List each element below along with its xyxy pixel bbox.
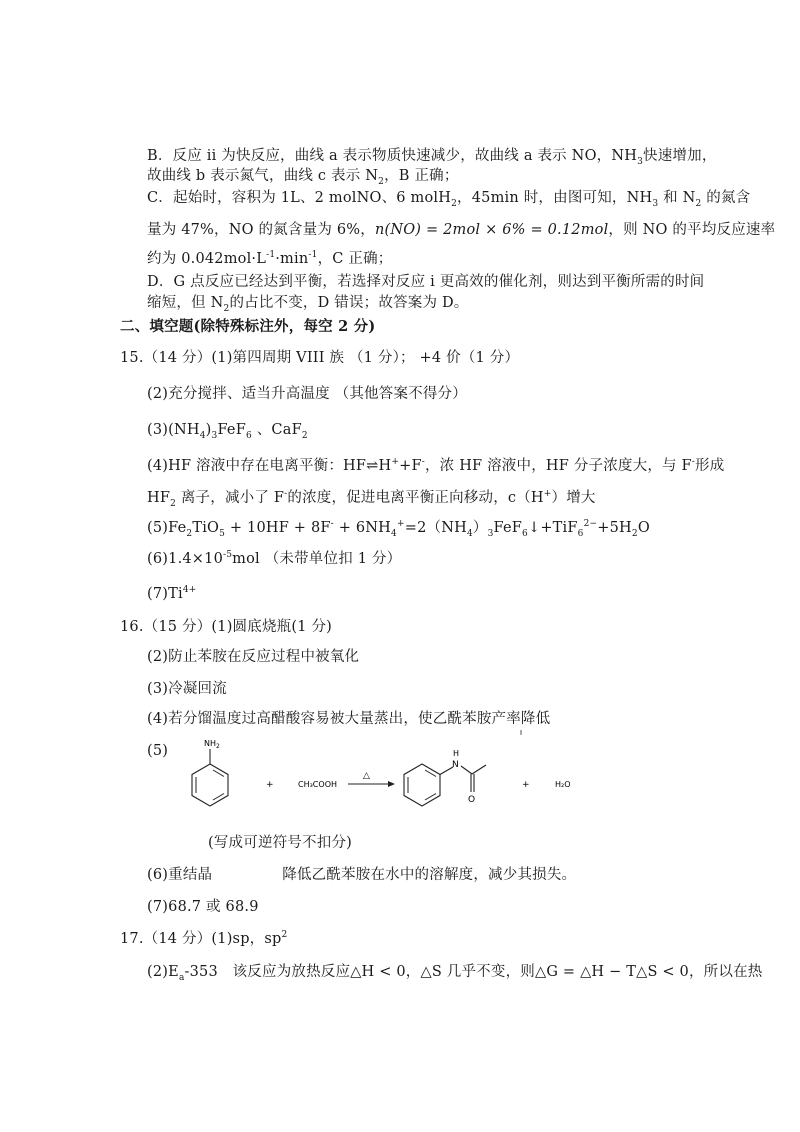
acetanilide-structure xyxy=(404,749,486,806)
option-c-line-1: C．起始时，容积为 1L、2 molNO、6 molH$_2$，45min 时，由图可知，$NH_3$ 和 $N_2$ 的氮含 xyxy=(147,190,751,209)
q16-part1: 16.（15 分）(1)圆底烧瓶(1 分) xyxy=(120,619,333,635)
water-label: H₂O xyxy=(555,780,571,789)
scan-speck xyxy=(520,730,522,735)
q17-part1: 17.（14 分）(1)sp，$sp^2$ xyxy=(120,930,288,947)
q16-part7: (7)68.7 或 68.9 xyxy=(147,899,259,915)
reaction-arrow xyxy=(348,771,395,787)
option-c-line-3: 约为 $0.042mol\cdot L^{-1}\cdot\min^{-1}$，C 正确； xyxy=(147,250,393,267)
option-b-line-2: 故曲线 b 表示氮气，曲线 c 表示 $N_2$，B 正确； xyxy=(147,168,459,187)
mol-formula: n(NO) = 2mol × 6% = 0.12mol xyxy=(374,222,609,238)
o-label: O xyxy=(468,795,476,805)
q15-part6: $(6)1.4\times 10^{-5}mol$ （未带单位扣 1 分） xyxy=(147,550,402,567)
q16-part4: (4)若分馏温度过高醋酸容易被大量蒸出，使乙酰苯胺产率降低 xyxy=(147,711,551,727)
section-heading: 二、填空题(除特殊标注外，每空 2 分) xyxy=(120,318,376,335)
q17-part2: $(2)E_a-353$ 该反应为放热反应△H < 0，△S 几乎不变，则△G = △H − T△S < 0，所以在热 xyxy=(147,964,763,983)
q15-part7: $(7)Ti^{4+}$ xyxy=(147,585,197,602)
q15-part4-line-1: (4)HF 溶液中存在电离平衡：HF⇌H++F-，浓 HF 溶液中，HF 分子浓度大，与 F-形成 xyxy=(147,457,725,474)
q16-part5-label: (5) xyxy=(147,743,169,759)
q15-part4-line-2: $HF_2$ 离子，减小了 F-的浓度，促进电离平衡正向移动，c（H+）增大 xyxy=(147,489,596,509)
acetic-acid-label: CH₃COOH xyxy=(298,780,338,789)
nh2-label: $NH_2$ xyxy=(204,739,220,750)
n-label: N xyxy=(452,760,459,770)
q16-part6: (6)重结晶 降低乙酰苯胺在水中的溶解度，减少其损失。 xyxy=(147,867,577,883)
aniline-structure xyxy=(192,739,228,806)
acetanilide-reaction-scheme xyxy=(150,736,590,828)
q15-part2: (2)充分搅拌、适当升高温度 （其他答案不得分） xyxy=(147,386,467,402)
option-d-line-1: D．G 点反应已经达到平衡，若选择对反应 i 更高效的催化剂，则达到平衡所需的时间 xyxy=(147,274,705,290)
q15-part1: 15.（14 分）(1)第四周期 VIII 族 （1 分）； +4 价（1 分） xyxy=(120,350,520,366)
q15-part5-equation: $(5)Fe_2TiO_5 + 10HF + 8F^-$ + $6NH_4^+=2(NH_4)_3FeF_6↓+TiF_6^{2-}+5H_2O$ xyxy=(147,519,650,539)
n-h-label: H xyxy=(453,749,460,758)
plus-sign-2: + xyxy=(522,780,530,790)
option-b-line-1: B．反应 ii 为快反应，曲线 a 表示物质快速减少，故曲线 a 表示 NO，$NH_3$快速增加， xyxy=(147,148,717,167)
q16-part5-note: (写成可逆符号不扣分) xyxy=(208,835,353,851)
q15-part3: $(3)(NH_4)_3FeF_6$ 、CaF$_2$ xyxy=(147,422,308,441)
q16-part2: (2)防止苯胺在反应过程中被氧化 xyxy=(147,649,360,665)
option-c-line-2: 量为 47%，NO 的氮含量为 6%，n(NO) = 2mol × 6% = 0.12mol，则 NO 的平均反应速率 xyxy=(147,222,776,238)
plus-sign-1: + xyxy=(266,780,274,790)
q16-part3: (3)冷凝回流 xyxy=(147,681,227,697)
option-d-line-2: 缩短，但 $N_2$的占比不变，D 错误；故答案为 D。 xyxy=(147,295,469,314)
heat-symbol: △ xyxy=(363,771,370,781)
